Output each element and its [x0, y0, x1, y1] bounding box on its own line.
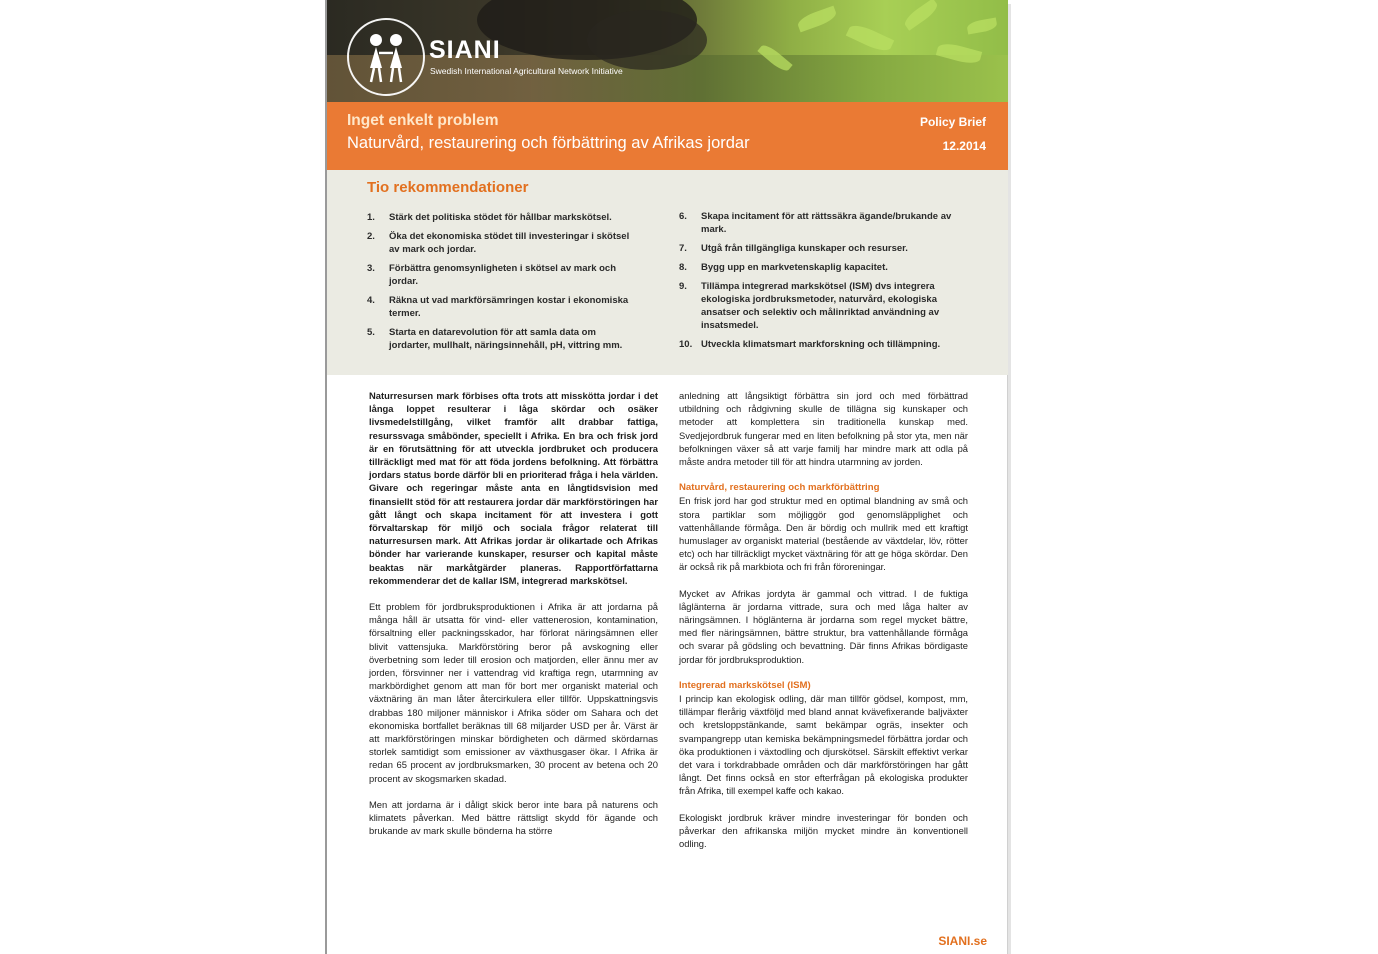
body-paragraph: Ett problem för jordbruksproduktionen i Afrika är att jordarna på många håll är utsatta för vind- eller vattenerosion, kontamination, försaltning eller packningsskador, har förlorat näringsämnen eller blivit vattensjuka. Markförstöring beror på avskogning eller överbetning som leder till erosion och matjorden, eller ännu mer av jorden, försvinner ner i vattendrag vid kraftiga regn, utarmning av markbördighet genom att man för bort mer organiskt material och växtnäring än man låter återcirkulera eller tillför. Uppskattningsvis drabbas 180 miljoner människor i Afrika söder om Sahara och det ekonomiska bortfallet beräknas till 68 miljarder USD per år. Värst är att markförstöringen minskar bördigheten och därmed skördarnas storlek samtidigt som emissioner av växthusgaser ökar. I Afrika är redan 65 procent av jordbruksmarken, 30 procent av betena och 20 procent av skogsmarken skadad. [369, 601, 658, 784]
recommendation-item: 4. Räkna ut vad markförsämringen kostar i ekonomiska termer. [367, 295, 629, 319]
website-link[interactable]: SIANI.se [938, 934, 987, 948]
recommendations-list-left [367, 211, 637, 358]
body-paragraph: En frisk jord har god struktur med en optimal blandning av små och stora partiklar som möjliggör god genomsläpplighet och vattenhållande förmåga. Den är bördig och mullrik med ett kraftigt humuslager av organiskt material (bestående av växtdelar, löv, rötter etc) och har tillräckligt mycket växtnäring för att ge höga skördar. Den är också rik på markbiota och fri från föroreningar. [679, 495, 968, 573]
recommendation-item: 9. Tillämpa integrerad markskötsel (ISM) dvs integrera ekologiska jordbruksmetoder, naturvård, ekologiska ansatser och selektiv och målinriktad användning av insatsmedel. [679, 281, 940, 331]
org-name: SIANI [429, 36, 501, 64]
recommendation-item: 6. Skapa incitament för att rättssäkra ägande/brukande av mark. [679, 211, 952, 235]
body-paragraph: Men att jordarna är i dåligt skick beror inte bara på naturens och klimatets påverkan. Med bättre rättsligt skydd för ägande och brukande av mark skulle bönderna ha större [369, 798, 658, 837]
page-shadow [1008, 4, 1011, 954]
recommendations-list-right [679, 210, 969, 357]
body-paragraph: Mycket av Afrikas jordyta är gammal och vittrad. I de fuktiga låglänterna är jordarna vittrade, sura och med låga halter av näringsämnen. I höglänterna är jordarna som regel mycket bättre, med fler näringsämnen, bättre struktur, bra vattenhållande förmåga och svarar på gödsling och bevattning. Där finns Afrikas bördigaste jordar för jordbruksproduktion. [679, 587, 968, 665]
lead-paragraph: Naturresursen mark förbises ofta trots att misskötta jordar i det långa loppet resulterar i låga skördar och osäker livsmedelstillgång, vilket framför allt drabbar fattiga, resurssvaga småbönder, speciellt i Afrika. En bra och frisk jord är en förutsättning för att utveckla jordbruket och producera tillräckligt med mat för att föda jordens befolkning. Att förbättra jordars status borde därför bli en prioriterad fråga i hela världen. Givare och regeringar måste anta en långtidsvision med finansiellt stöd för att restaurera jordar där markförstöringen har gått långt och skapa incitament för att investera i gott förvaltarskap för miljö och sociala frågor relaterat till naturresursen mark. Att Afrikas jordar är olikartade och Afrikas bönder har varierande kunskaper, resurser och kapital måste beaktas när markåtgärder planeras. Rapportförfattarna rekommenderar det de kallar ISM, integrerad markskötsel. [369, 390, 658, 586]
section-heading: Integrerad markskötsel (ISM) [679, 679, 811, 691]
doc-type: Policy Brief [919, 115, 986, 129]
document-title: Naturvård, restaurering och förbättring av Afrikas jordar [347, 134, 750, 152]
document-page [325, 0, 1008, 954]
org-subtitle: Swedish International Agricultural Network Initiative [430, 66, 623, 76]
recommendation-item: 1. Stärk det politiska stödet för hållbar markskötsel. [367, 212, 612, 223]
doc-date: 12.2014 [942, 139, 986, 153]
body-paragraph: I princip kan ekologisk odling, där man tillför gödsel, kompost, mm, tillämpar flerårig växtföljd med bland annat kvävefixerande baljväxter och kretsloppstänkande, samt bekämpar ogräs, insekter och svampangrepp utan kemiska bekämpningsmedel förbättra jordar och öka produktionen i växtodling och djurskötsel. Särskilt effektivt verkar det vara i torkdrabbade områden och där markförstöringen har gått långt. Det finns också en stor efterfrågan på ekologiska produkter från Afrika, till exempel kaffe och kakao. [679, 693, 968, 797]
body-column-right [679, 389, 968, 863]
kicker: Inget enkelt problem [347, 112, 499, 129]
recommendation-item: 2. Öka det ekonomiska stödet till investeringar i skötsel av mark och jordar. [367, 231, 630, 255]
recommendation-item: 5. Starta en datarevolution för att samla data om jordarter, mullhalt, näringsinnehåll, pH, vittring mm. [367, 327, 623, 351]
recommendation-item: 7. Utgå från tillgängliga kunskaper och resurser. [679, 243, 908, 254]
header-photo [327, 0, 1008, 102]
body-column-left [369, 389, 658, 851]
recommendations-panel [327, 170, 1008, 375]
recommendations-heading: Tio rekommendationer [367, 179, 529, 196]
recommendation-item: 10. Utveckla klimatsmart markforskning och tillämpning. [679, 339, 941, 350]
section-heading: Naturvård, restaurering och markförbättring [679, 482, 880, 494]
title-band [327, 102, 1008, 170]
siani-logo-icon [347, 18, 425, 96]
body-paragraph: Ekologiskt jordbruk kräver mindre investeringar för bonden och påverkar den afrikanska miljön mycket mindre än konventionell odling. [679, 811, 968, 850]
recommendation-item: 8. Bygg upp en markvetenskaplig kapacitet. [679, 262, 888, 273]
body-paragraph: anledning att långsiktigt förbättra sin jord och med förbättrad utbildning och rådgivning skulle de tillägna sig kunskaper och metoder att komplettera sin traditionella kunskap med. Svedjejordbruk fungerar med en liten befolkning på stor yta, men när befolkningen växer så att varje familj har mindre mark att odla på måste andra metoder till för att hindra utarmning av jorden. [679, 390, 968, 468]
recommendation-item: 3. Förbättra genomsynligheten i skötsel av mark och jordar. [367, 263, 617, 287]
